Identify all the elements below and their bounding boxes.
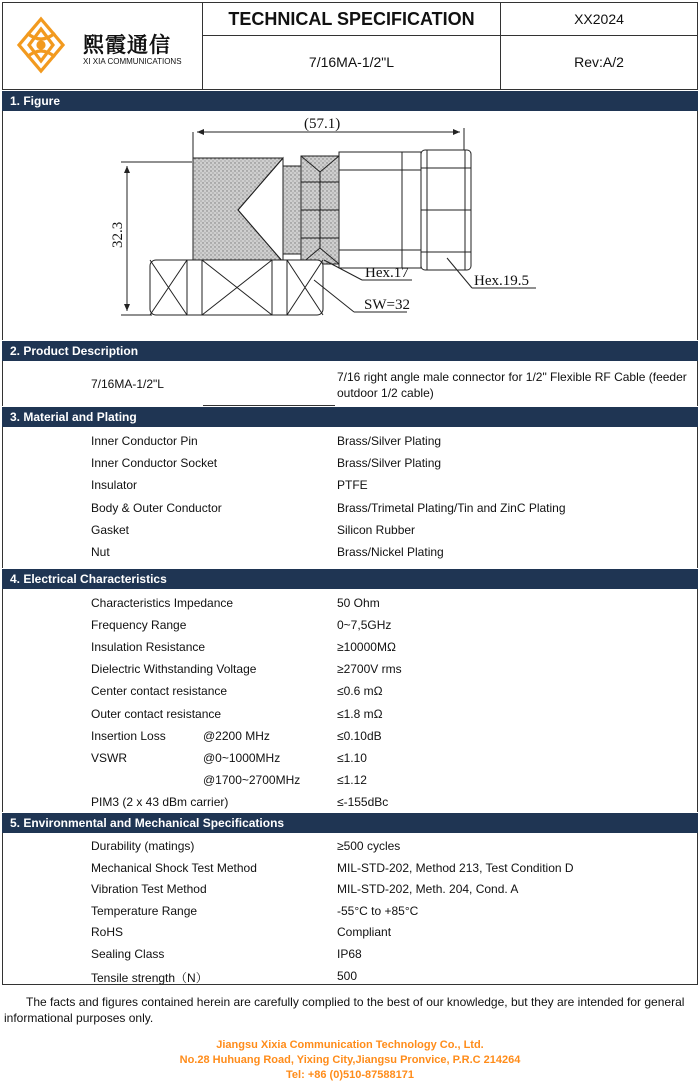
spec-row-value: ≤1.10 [337, 750, 367, 765]
product-model: 7/16MA-1/2"L [91, 377, 164, 391]
spec-row-value: ≤1.8 mΩ [337, 706, 383, 721]
hex17-label: Hex.17 [365, 265, 409, 281]
spec-row-value: Silicon Rubber [337, 522, 416, 537]
section-environmental-header: 5. Environmental and Mechanical Specifications [2, 813, 698, 833]
spec-row-name: Vibration Test Method [91, 882, 207, 897]
company-name-cn: 熙霞通信 [83, 33, 171, 57]
spec-row-value: ≤0.10dB [337, 728, 382, 743]
spec-header [2, 2, 698, 90]
spec-row-value: MIL-STD-202, Meth. 204, Cond. A [337, 882, 519, 897]
spec-row-name: Inner Conductor Socket [91, 456, 218, 471]
spec-row-value: -55°C to +85°C [337, 903, 419, 918]
spec-row-name: Insulation Resistance [91, 640, 206, 655]
spec-row-name: VSWR [91, 750, 127, 765]
product-description: 7/16 right angle male connector for 1/2" Flexible RF Cable (feeder outdoor 1/2 cable) [337, 370, 687, 400]
spec-row-condition: @1700~2700MHz [203, 772, 301, 787]
spec-row-value: IP68 [337, 947, 362, 961]
spec-row-value: PTFE [337, 478, 368, 493]
hex195-label: Hex.19.5 [474, 273, 529, 289]
footer-company: Jiangsu Xixia Communication Technology Co., Ltd. [216, 1039, 484, 1051]
spec-row-value: ≥2700V rms [337, 662, 402, 677]
divider [203, 405, 335, 406]
spec-row-condition: @2200 MHz [203, 728, 270, 743]
spec-row-condition: @0~1000MHz [203, 750, 281, 765]
company-name-en: XI XIA COMMUNICATIONS [83, 57, 182, 66]
spec-row-value: 500 [337, 968, 358, 983]
footer-tel: Tel: +86 (0)510-87588171 [286, 1069, 414, 1081]
company-logo-icon [15, 15, 67, 75]
spec-row-name: Sealing Class [91, 947, 165, 961]
spec-row-value: 0~7,5GHz [337, 618, 392, 633]
spec-row-name: Inner Conductor Pin [91, 434, 198, 448]
spec-row-name: RoHS [91, 925, 124, 940]
sw-label: SW=32 [364, 297, 410, 313]
spec-row-value: ≥500 cycles [337, 839, 401, 853]
spec-row-value: MIL-STD-202, Method 213, Test Condition D [337, 860, 574, 875]
spec-row-name: Insertion Loss [91, 728, 166, 743]
model-number: 7/16MA-1/2"L [203, 36, 501, 89]
spec-row-name: PIM3 (2 x 43 dBm carrier) [91, 794, 229, 809]
spec-row-name: Center contact resistance [91, 684, 228, 699]
spec-row-name: Durability (matings) [91, 839, 195, 853]
spec-row-value: Brass/Nickel Plating [337, 545, 444, 559]
footer-address: No.28 Huhuang Road, Yixing City,Jiangsu Pronvice, P.R.C 214264 [179, 1054, 521, 1066]
connector-drawing [2, 110, 698, 338]
spec-row-value: ≥10000MΩ [337, 640, 396, 655]
dim-width-label: (57.1) [304, 116, 341, 132]
spec-row-name: Characteristics Impedance [91, 596, 234, 610]
spec-row-name: Mechanical Shock Test Method [91, 860, 257, 875]
spec-row-name: Nut [91, 545, 110, 559]
spec-row-name: Insulator [91, 478, 138, 493]
section-product-header: 2. Product Description [2, 341, 698, 361]
spec-row-value: ≤0.6 mΩ [337, 684, 383, 699]
spec-row-name: Tensile strength（N） [91, 970, 208, 985]
doc-number: XX2024 [501, 3, 697, 36]
spec-row-name: Gasket [91, 522, 130, 537]
spec-row-name: Dielectric Withstanding Voltage [91, 662, 257, 677]
spec-row-value: ≤-155dBc [337, 794, 389, 809]
revision: Rev:A/2 [574, 54, 624, 70]
spec-row-name: Frequency Range [91, 618, 187, 633]
spec-row-value: Brass/Silver Plating [337, 434, 442, 448]
section-material-header: 3. Material and Plating [2, 407, 698, 427]
section-electrical-header: 4. Electrical Characteristics [2, 569, 698, 589]
spec-row-value: Brass/Silver Plating [337, 456, 442, 471]
spec-row-value: 50 Ohm [337, 596, 380, 610]
spec-row-name: Outer contact resistance [91, 706, 222, 721]
section-figure-header: 1. Figure [2, 91, 698, 111]
spec-row-value: Brass/Trimetal Plating/Tin and ZinC Plating [337, 500, 566, 515]
spec-row-name: Temperature Range [91, 903, 198, 918]
spec-row-value: ≤1.12 [337, 772, 367, 787]
logo-cell [3, 3, 203, 89]
spec-row-value: Compliant [337, 925, 392, 940]
dim-height-label: 32.3 [110, 221, 126, 248]
disclaimer-note: The facts and figures contained herein are carefully complied to the best of our knowledge, but they are intended for general informational purposes only. [4, 995, 685, 1025]
doc-title: TECHNICAL SPECIFICATION [203, 3, 501, 36]
spec-row-name: Body & Outer Conductor [91, 500, 222, 515]
